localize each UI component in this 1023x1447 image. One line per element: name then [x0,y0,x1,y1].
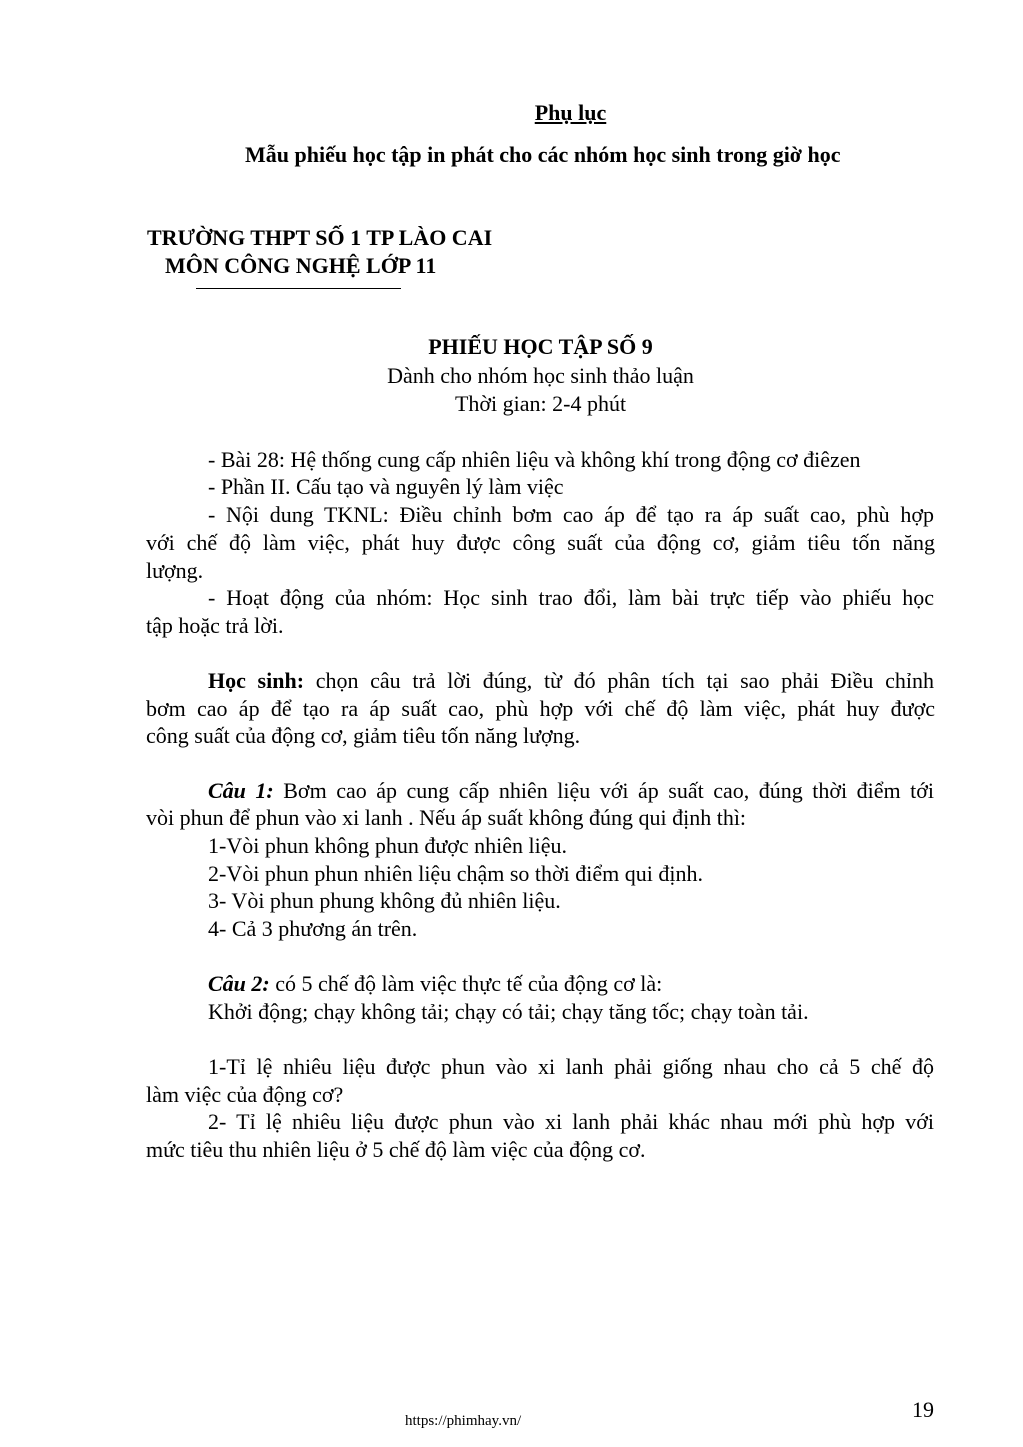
question-2-option-2-line-2: mức tiêu thu nhiên liệu ở 5 chế độ làm việc của động cơ. [146,1137,646,1162]
subject-name: MÔN CÔNG NGHỆ LỚP 11 [165,253,437,278]
worksheet-title: PHIẾU HỌC TẬP SỐ 9 [428,334,653,359]
school-name: TRƯỜNG THPT SỐ 1 TP LÀO CAI [147,225,493,250]
part-line: - Phần II. Cấu tạo và nguyên lý làm việc [208,474,564,499]
student-instruction-line-1 [208,667,934,695]
question-2-option-2-line-1: 2- Tỉ lệ nhiêu liệu được phun vào xi lanh phải khác nhau mới phù hợp với [208,1109,934,1134]
activity-line-1: - Hoạt động của nhóm: Học sinh trao đổi, làm bài trực tiếp vào phiếu học [208,585,934,610]
student-text-1: chọn câu trả lời đúng, từ đó phân tích tại sao phải Điều chỉnh [304,668,934,693]
student-label: Học sinh: [208,668,305,693]
question-1-option-1: 1-Vòi phun không phun được nhiên liệu. [208,833,568,858]
question-2-option-1-line-1: 1-Tỉ lệ nhiêu liệu được phun vào xi lanh phải giống nhau cho cả 5 chế độ [208,1054,934,1079]
appendix-title: Phụ lục [534,100,607,125]
footer-url: https://phimhay.vn/ [405,1413,522,1429]
activity-line-2: tập hoặc trả lời. [146,613,284,638]
lesson-line: - Bài 28: Hệ thống cung cấp nhiên liệu và không khí trong động cơ điêzen [208,447,861,472]
question-1-option-4: 4- Cả 3 phương án trên. [208,916,418,941]
appendix-subtitle: Mẫu phiếu học tập in phát cho các nhóm học sinh trong giờ học [245,142,841,167]
question-2-text: có 5 chế độ làm việc thực tế của động cơ là: [269,971,663,996]
question-1-line-1 [208,777,934,805]
student-instruction-line-2: bơm cao áp để tạo ra áp suất cao, phù hợp với chế độ làm việc, phát huy được [146,696,935,721]
question-1-line-2: vòi phun để phun vào xi lanh . Nếu áp suất không đúng qui định thì: [146,805,747,830]
question-2-line-1 [208,970,662,998]
question-2-label: Câu 2: [208,971,270,996]
worksheet-time: Thời gian: 2-4 phút [454,391,627,416]
question-2-option-1-line-2: làm việc của động cơ? [146,1082,344,1107]
student-instruction-line-3: công suất của động cơ, giảm tiêu tốn năng lượng. [146,723,581,748]
page-number: 19 [912,1397,934,1422]
content-line-1: - Nội dung TKNL: Điều chỉnh bơm cao áp để tạo ra áp suất cao, phù hợp [208,502,934,527]
question-1-text: Bơm cao áp cung cấp nhiên liệu với áp suất cao, đúng thời điểm tới [273,778,934,803]
worksheet-audience: Dành cho nhóm học sinh thảo luận [387,363,694,388]
content-line-2: với chế độ làm việc, phát huy được công suất của động cơ, giảm tiêu tốn năng [146,530,935,555]
question-1-label: Câu 1: [208,778,274,803]
question-1-option-2: 2-Vòi phun phun nhiên liệu chậm so thời điểm qui định. [208,861,703,886]
header-divider [196,288,401,289]
question-1-option-3: 3- Vòi phun phung không đủ nhiên liệu. [208,888,561,913]
question-2-line-2: Khởi động; chạy không tải; chạy có tải; chạy tăng tốc; chạy toàn tải. [208,999,809,1024]
content-line-3: lượng. [146,558,204,583]
